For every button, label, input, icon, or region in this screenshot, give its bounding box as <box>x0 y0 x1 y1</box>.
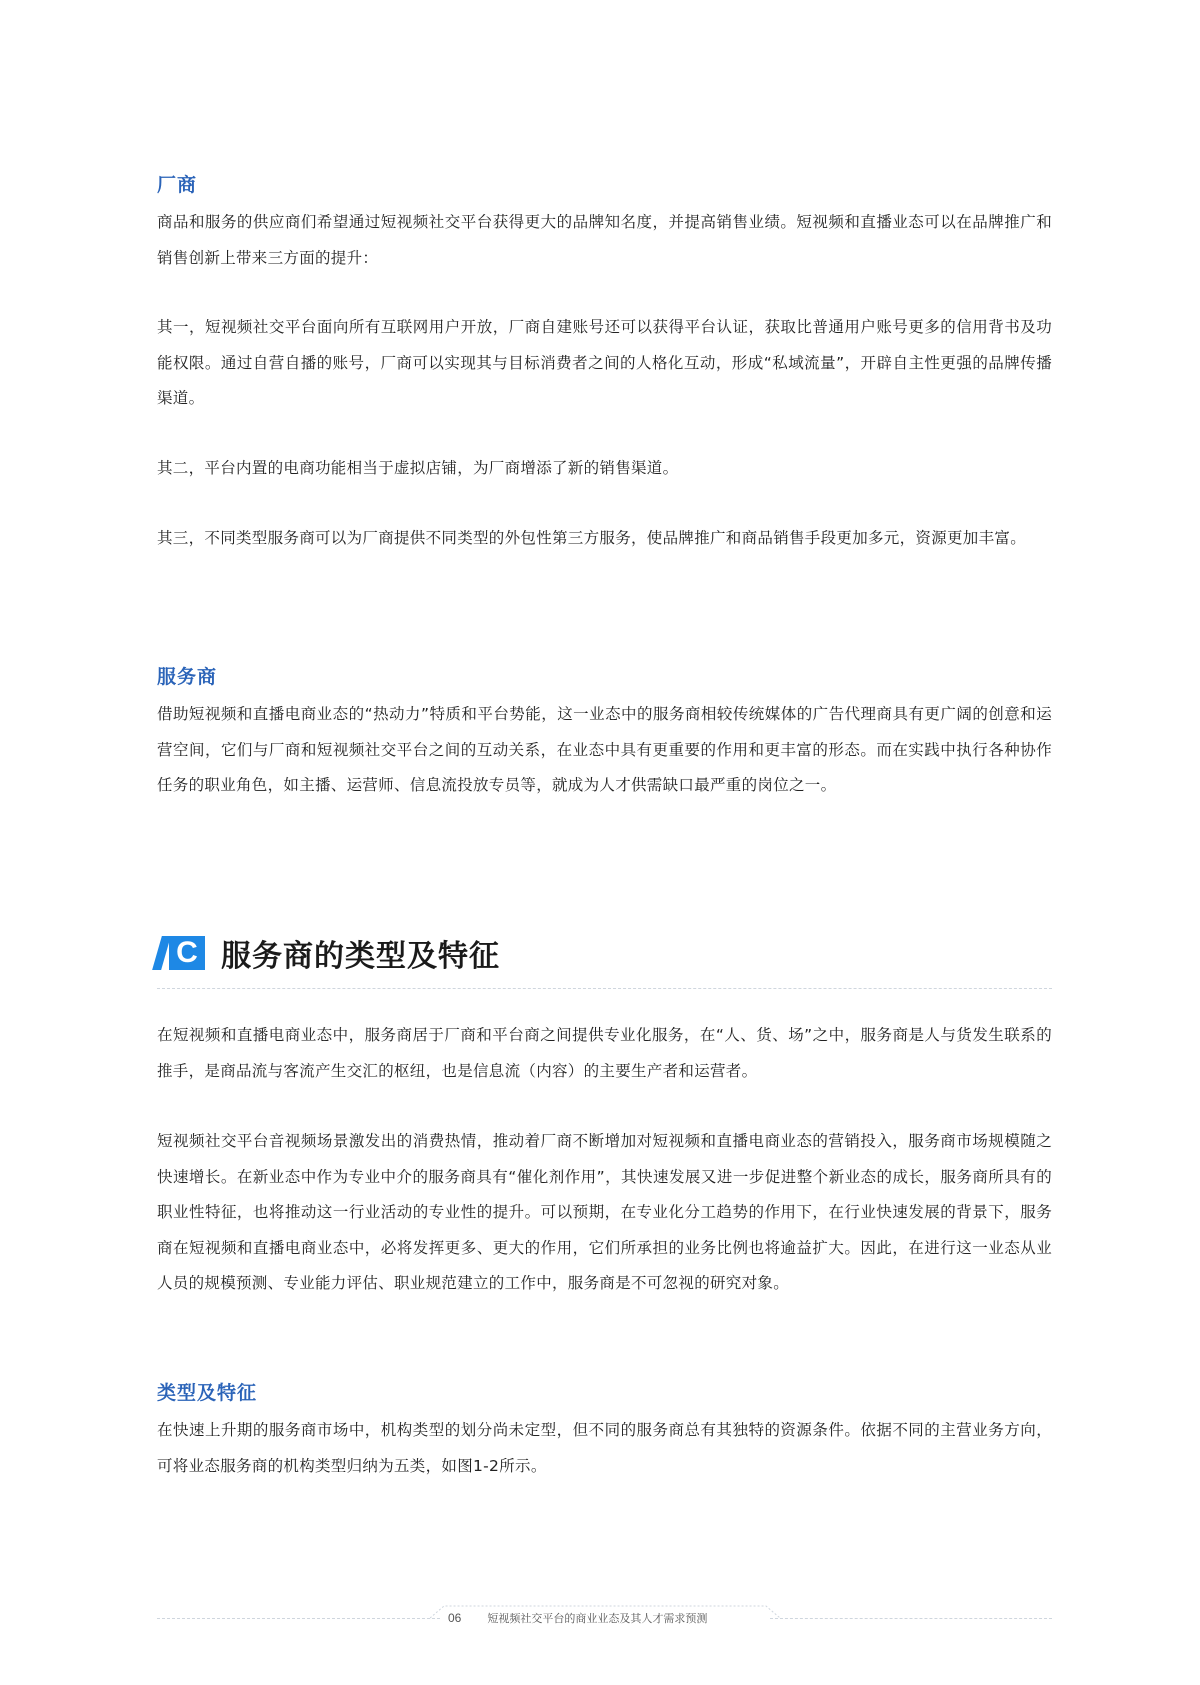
paragraph: 其二，平台内置的电商功能相当于虚拟店铺，为厂商增添了新的销售渠道。 <box>157 459 679 477</box>
paragraph: 借助短视频和直播电商业态的“热动力”特质和平台势能，这一业态中的服务商相较传统媒体的广告代理商具有更广阔的创意和运营空间，它们与厂商和短视频社交平台之间的互动关系，在业态中具有更重要的作用和更丰富的形态。而在实践中执行各种协作任务的职业角色，如主播、运营师、信息流投放专员等，就成为人才供需缺口最严重的岗位之一。 <box>157 705 1052 794</box>
section-divider <box>157 988 1052 989</box>
heading-types-and-features: 类型及特征 <box>157 1382 258 1404</box>
footer-divider-left <box>157 1618 440 1619</box>
section-header <box>157 932 500 974</box>
footer-divider-right <box>770 1618 1052 1619</box>
paragraph: 短视频社交平台音视频场景激发出的消费热情，推动着厂商不断增加对短视频和直播电商业态的营销投入，服务商市场规模随之快速增长。在新业态中作为专业中介的服务商具有“催化剂作用”，其快速发展又进一步促进整个新业态的成长，服务商所具有的职业性特征，也将推动这一行业活动的专业性的提升。可以预期，在专业化分工趋势的作用下，在行业快速发展的背景下，服务商在短视频和直播电商业态中，必将发挥更多、更大的作用，它们所承担的业务比例也将逾益扩大。因此，在进行这一业态从业人员的规模预测、专业能力评估、职业规范建立的工作中，服务商是不可忽视的研究对象。 <box>157 1132 1052 1292</box>
section-title: 服务商的类型及特征 <box>221 939 500 974</box>
paragraph: 在快速上升期的服务商市场中，机构类型的划分尚未定型，但不同的服务商总有其独特的资源条件。依据不同的主营业务方向，可将业态服务商的机构类型归纳为五类，如图1-2所示。 <box>157 1421 1052 1475</box>
heading-service-providers: 服务商 <box>157 666 218 688</box>
page-number: 06 <box>448 1611 462 1625</box>
section-badge-icon <box>157 934 207 972</box>
page-footer <box>448 1610 768 1626</box>
heading-manufacturers: 厂商 <box>157 174 198 196</box>
paragraph: 其三，不同类型服务商可以为厂商提供不同类型的外包性第三方服务，使品牌推广和商品销售手段更加多元，资源更加丰富。 <box>157 529 1027 547</box>
footer-title: 短视频社交平台的商业业态及其人才需求预测 <box>487 1612 708 1625</box>
paragraph: 商品和服务的供应商们希望通过短视频社交平台获得更大的品牌知名度，并提高销售业绩。短视频和直播业态可以在品牌推广和销售创新上带来三方面的提升： <box>157 213 1052 267</box>
section-badge-letter: C <box>169 936 205 970</box>
paragraph: 在短视频和直播电商业态中，服务商居于厂商和平台商之间提供专业化服务，在“人、货、场”之中，服务商是人与货发生联系的推手，是商品流与客流产生交汇的枢纽，也是信息流（内容）的主要生产者和运营者。 <box>157 1026 1052 1080</box>
paragraph: 其一，短视频社交平台面向所有互联网用户开放，厂商自建账号还可以获得平台认证，获取比普通用户账号更多的信用背书及功能权限。通过自营自播的账号，厂商可以实现其与目标消费者之间的人格化互动，形成“私域流量”，开辟自主性更强的品牌传播渠道。 <box>157 318 1052 407</box>
